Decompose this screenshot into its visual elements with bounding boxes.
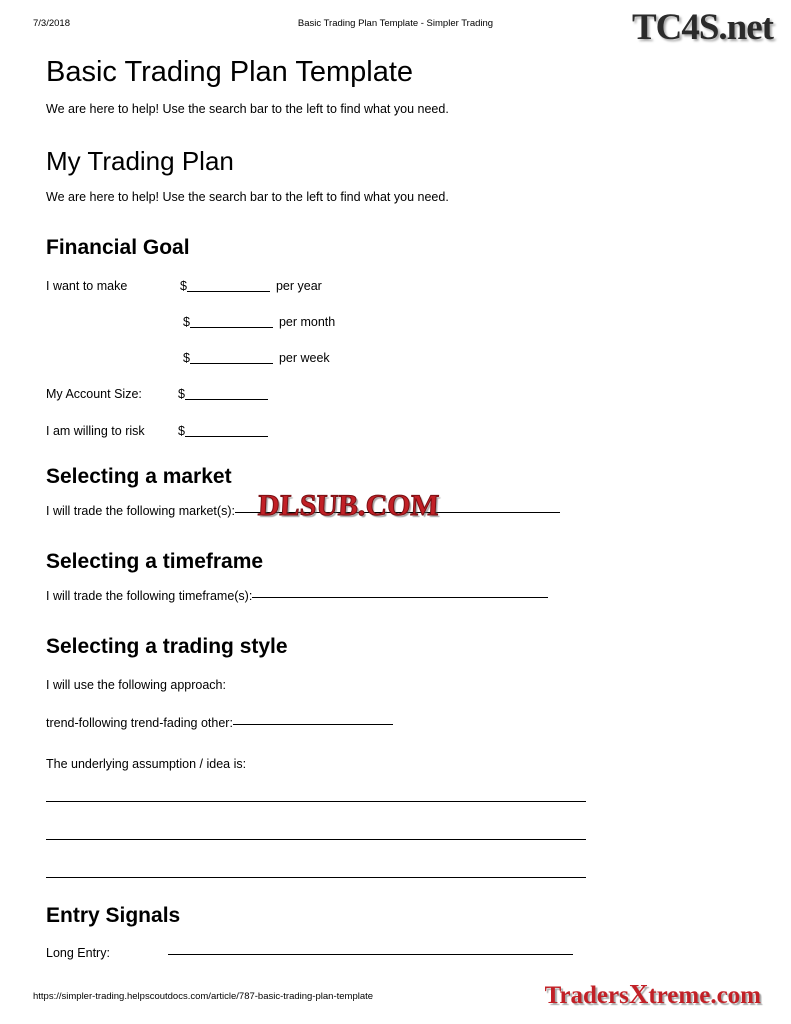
section-my-trading-plan: My Trading Plan: [46, 145, 234, 176]
currency-symbol: $: [180, 278, 187, 293]
footer-url: https://simpler-trading.helpscoutdocs.com/article/787-basic-trading-plan-template: [33, 991, 374, 1002]
style-other-blank-line[interactable]: [233, 724, 393, 725]
amount-blank-line[interactable]: [190, 314, 273, 328]
amount-blank-line[interactable]: [185, 423, 268, 437]
financial-goal-rows: [46, 278, 751, 443]
financial-row-period: per month: [278, 314, 336, 329]
financial-row-label: I want to make: [46, 278, 128, 293]
financial-row: [46, 278, 751, 314]
amount-blank-line[interactable]: [185, 386, 268, 400]
financial-row-amount: [178, 386, 274, 402]
assumption-blank-line-1[interactable]: [46, 801, 586, 802]
timeframe-line-label: I will trade the following timeframe(s):: [46, 588, 253, 603]
market-line-label: I will trade the following market(s):: [46, 503, 235, 518]
long-entry-row: [46, 946, 751, 966]
assumption-blank-line-3[interactable]: [46, 877, 586, 878]
heading-entry-signals: Entry Signals: [46, 903, 181, 927]
financial-row-amount: [183, 350, 330, 366]
financial-row: [46, 350, 751, 386]
long-entry-label: Long Entry:: [46, 945, 110, 960]
watermark-dlsub: DLSUB.COM: [257, 489, 440, 522]
style-options-row: [46, 716, 751, 736]
assumption-label: The underlying assumption / idea is:: [46, 756, 247, 771]
timeframe-blank-line[interactable]: [252, 597, 548, 598]
header-title: Basic Trading Plan Template - Simpler Trading: [297, 18, 494, 29]
page-title: Basic Trading Plan Template: [46, 56, 414, 88]
heading-selecting-market: Selecting a market: [46, 464, 232, 488]
financial-row-label: My Account Size:: [46, 386, 142, 401]
watermark-tc4s: TC4S.net: [631, 7, 773, 48]
amount-blank-line[interactable]: [190, 350, 273, 364]
subtitle-intro-paragraph: We are here to help! Use the search bar to the left to find what you need.: [46, 189, 449, 204]
financial-row: [46, 423, 751, 443]
financial-row-amount: [180, 278, 322, 294]
financial-row-period: per year: [275, 278, 322, 293]
currency-symbol: $: [183, 350, 190, 365]
intro-paragraph: We are here to help! Use the search bar to the left to find what you need.: [46, 102, 449, 116]
heading-selecting-style: Selecting a trading style: [46, 634, 288, 658]
financial-row-period: per week: [278, 350, 330, 365]
watermark-traders-x: X: [628, 979, 649, 1009]
header-date: 7/3/2018: [33, 18, 70, 29]
watermark-tradersxtreme: [545, 979, 761, 1010]
financial-row-label: I am willing to risk: [46, 423, 145, 438]
financial-row-amount: [183, 314, 335, 330]
heading-financial-goal: Financial Goal: [46, 235, 190, 259]
assumption-blank-line-2[interactable]: [46, 839, 586, 840]
financial-row: [46, 386, 751, 423]
watermark-traders-part-a: Traders: [544, 982, 629, 1009]
long-entry-blank-line[interactable]: [168, 954, 573, 955]
financial-row: [46, 314, 751, 350]
financial-row-amount: [178, 423, 274, 439]
watermark-traders-part-b: treme.com: [648, 982, 761, 1009]
currency-symbol: $: [178, 423, 185, 438]
style-options-label: trend-following trend-fading other:: [46, 715, 233, 730]
currency-symbol: $: [178, 386, 185, 401]
assumption-blank-lines: [46, 801, 751, 878]
approach-label: I will use the following approach:: [46, 677, 226, 692]
timeframe-line-row: [46, 589, 751, 609]
currency-symbol: $: [183, 314, 190, 329]
heading-selecting-timeframe: Selecting a timeframe: [46, 549, 264, 573]
amount-blank-line[interactable]: [187, 278, 270, 292]
